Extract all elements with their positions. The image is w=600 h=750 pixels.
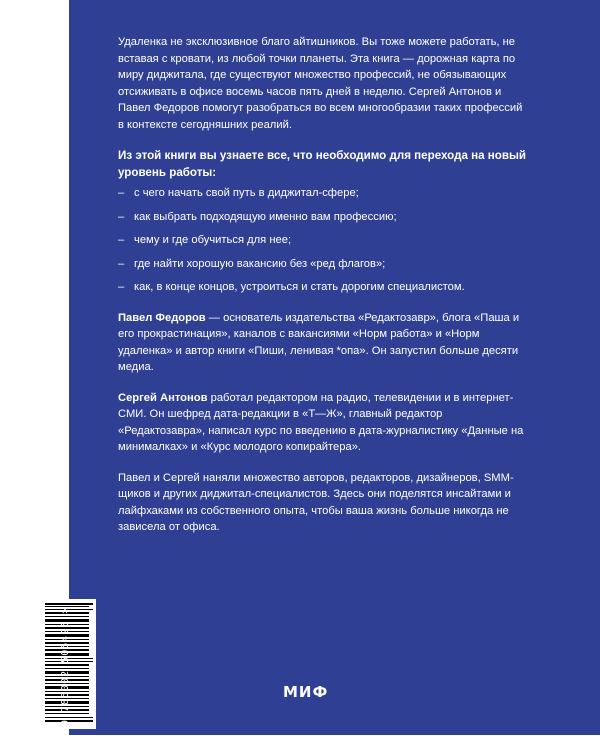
bullet-dash: – — [118, 187, 125, 199]
closing-paragraph: Павел и Сергей наняли множество авторов, редакторов, дизайнеров, SMM-щиков и других диджитал-специалистов. Здесь они поделятся инсайтами и лайфхаками из собственного опыта, чтобы ваша жизнь больше никогда не зависела от офиса. — [118, 471, 514, 533]
intro-paragraph: Удаленка не эксклюзивное благо айтишников. Вы тоже можете работать, не вставая с кровати, из любой точки планеты. Эта книга — дорожная карта по миру диджитала, где существуют множество профессий, не обязывающих отсиживать в офисе восемь часов пять дней в неделю. Сергей Антонов и Павел Федоров помогут разобраться во всем многообразии таких профессий в контексте сегодняшних реалий. — [118, 36, 523, 131]
publisher-logo: МИФ — [283, 683, 329, 701]
author-name: Сергей Антонов — [118, 391, 208, 404]
benefits-heading: Из этой книги вы узнаете все, что необходимо для перехода на новый уровень работы: — [118, 149, 527, 179]
list-item: – где найти хорошую вакансию без «ред флагов»; — [118, 256, 528, 273]
bullet-dash: – — [118, 210, 125, 223]
list-item: – чему и где обучиться для нее; — [118, 232, 528, 249]
barcode-number: 9 785002 505425 > — [60, 606, 71, 726]
annotation-text-block — [118, 34, 528, 536]
author-name: Павел Федоров — [118, 311, 206, 324]
author-bio-fedorov — [118, 310, 528, 376]
bullet-dash: – — [118, 257, 125, 270]
bullet-dash: – — [118, 234, 125, 246]
author-bio-antonov — [118, 390, 528, 456]
bullet-dash: – — [118, 281, 125, 293]
list-item: – как, в конце концов, устроиться и стать дорогим специалистом. — [118, 279, 528, 296]
benefits-list — [118, 185, 528, 296]
author-bio-text: — основатель издательства «Редактозавр», блога «Паша и его прокрастинация», каналов с вакансиями «Норм работа» и «Норм удаленка» и автор книги «Пиши, ленивая *опа». Он запустил больше десяти медиа. — [118, 311, 520, 373]
list-item: – с чего начать свой путь в диджитал-сфере; — [118, 185, 528, 202]
list-item: – как выбрать подходящую именно вам профессию; — [118, 209, 528, 226]
author-bio-text: работал редактором на радио, телевидении и в интернет-СМИ. Он шефред дата-редакции в «Т—Ж», главный редактор «Редактозавра», написал курс по введению в дата-журналистику «Данные на минималках» и «Курс молодого копирайтера». — [118, 391, 524, 453]
